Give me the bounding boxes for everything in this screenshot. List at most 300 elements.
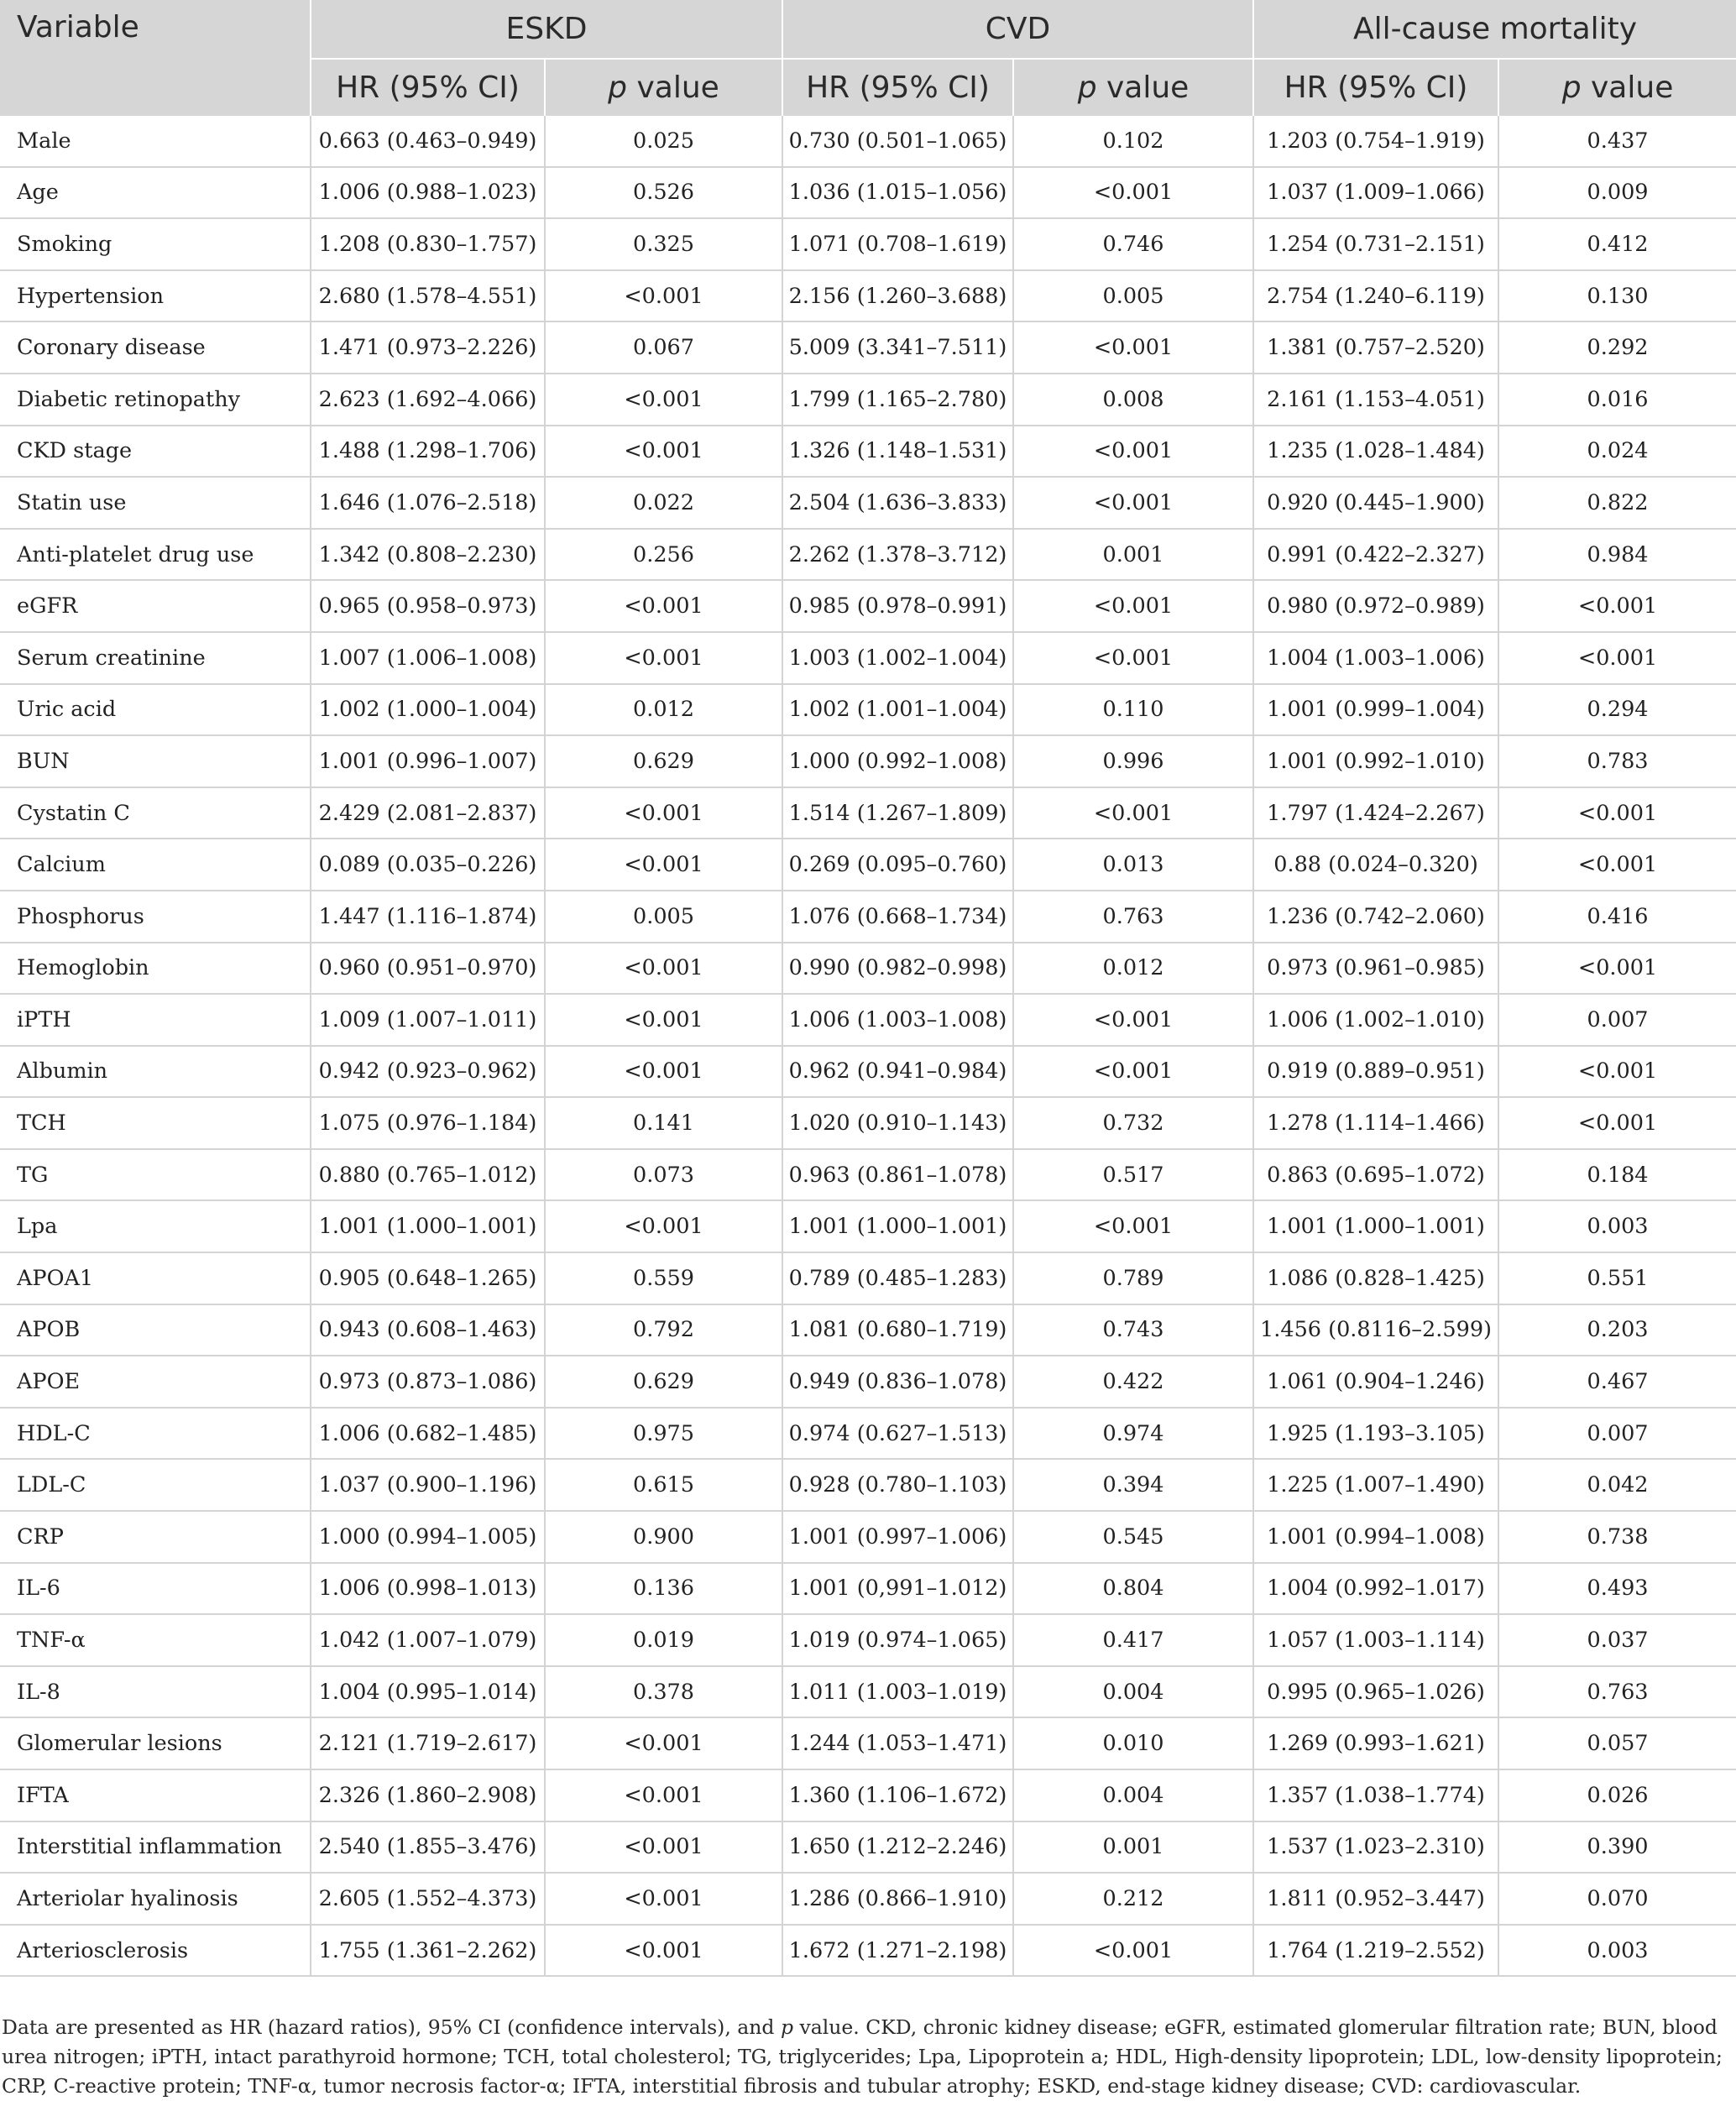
eskd-p-cell: <0.001 (545, 1925, 782, 1977)
variable-cell: Smoking (0, 218, 311, 270)
cvd-p-cell: <0.001 (1013, 994, 1253, 1046)
mortality-p-cell: 0.007 (1498, 994, 1736, 1046)
mortality-p-cell: <0.001 (1498, 1046, 1736, 1098)
header-p-value: p value (1498, 59, 1736, 116)
mortality-p-cell: 0.003 (1498, 1925, 1736, 1977)
eskd-p-cell: <0.001 (545, 580, 782, 632)
variable-cell: IFTA (0, 1769, 311, 1821)
cvd-hr-cell: 1.019 (0.974–1.065) (782, 1614, 1013, 1666)
mortality-p-cell: 0.467 (1498, 1356, 1736, 1408)
cvd-hr-cell: 0.949 (0.836–1.078) (782, 1356, 1013, 1408)
eskd-hr-cell: 2.540 (1.855–3.476) (311, 1821, 545, 1874)
variable-cell: TNF-α (0, 1614, 311, 1666)
variable-cell: Diabetic retinopathy (0, 374, 311, 426)
eskd-p-cell: <0.001 (545, 1821, 782, 1874)
mortality-p-cell: 0.024 (1498, 426, 1736, 478)
table-header (0, 0, 1736, 116)
variable-cell: IL-8 (0, 1666, 311, 1718)
eskd-hr-cell: 1.488 (1.298–1.706) (311, 426, 545, 478)
eskd-hr-cell: 1.001 (1.000–1.001) (311, 1200, 545, 1252)
table-row (0, 218, 1736, 270)
table-row (0, 1563, 1736, 1615)
variable-cell: TCH (0, 1097, 311, 1149)
mortality-hr-cell: 0.920 (0.445–1.900) (1253, 477, 1498, 529)
eskd-hr-cell: 0.960 (0.951–0.970) (311, 943, 545, 995)
table-row (0, 943, 1736, 995)
mortality-hr-cell: 1.004 (0.992–1.017) (1253, 1563, 1498, 1615)
mortality-p-cell: 0.026 (1498, 1769, 1736, 1821)
mortality-hr-cell: 0.991 (0.422–2.327) (1253, 529, 1498, 581)
table-row (0, 580, 1736, 632)
variable-cell: Phosphorus (0, 891, 311, 943)
mortality-p-cell: 0.037 (1498, 1614, 1736, 1666)
eskd-p-cell: <0.001 (545, 1046, 782, 1098)
mortality-p-cell: 0.738 (1498, 1511, 1736, 1563)
mortality-hr-cell: 1.254 (0.731–2.151) (1253, 218, 1498, 270)
variable-cell: Serum creatinine (0, 632, 311, 684)
header-group-mortality: All-cause mortality (1253, 0, 1736, 59)
table-row (0, 1304, 1736, 1356)
mortality-hr-cell: 1.235 (1.028–1.484) (1253, 426, 1498, 478)
eskd-hr-cell: 1.447 (1.116–1.874) (311, 891, 545, 943)
cvd-p-cell: 0.804 (1013, 1563, 1253, 1615)
mortality-hr-cell: 1.057 (1.003–1.114) (1253, 1614, 1498, 1666)
cvd-p-cell: <0.001 (1013, 321, 1253, 374)
eskd-hr-cell: 0.965 (0.958–0.973) (311, 580, 545, 632)
cvd-p-cell: 0.996 (1013, 735, 1253, 787)
cvd-p-cell: 0.789 (1013, 1252, 1253, 1304)
mortality-hr-cell: 1.006 (1.002–1.010) (1253, 994, 1498, 1046)
variable-cell: Age (0, 167, 311, 219)
header-hr: HR (95% CI) (1253, 59, 1498, 116)
cvd-p-cell: 0.001 (1013, 1821, 1253, 1874)
mortality-p-cell: 0.203 (1498, 1304, 1736, 1356)
table-row (0, 1614, 1736, 1666)
mortality-p-cell: 0.493 (1498, 1563, 1736, 1615)
eskd-p-cell: 0.900 (545, 1511, 782, 1563)
cvd-hr-cell: 5.009 (3.341–7.511) (782, 321, 1013, 374)
eskd-hr-cell: 0.973 (0.873–1.086) (311, 1356, 545, 1408)
eskd-hr-cell: 1.075 (0.976–1.184) (311, 1097, 545, 1149)
eskd-hr-cell: 1.037 (0.900–1.196) (311, 1459, 545, 1511)
eskd-p-cell: 0.629 (545, 735, 782, 787)
eskd-p-cell: <0.001 (545, 632, 782, 684)
table-row (0, 1925, 1736, 1977)
cvd-hr-cell: 2.262 (1.378–3.712) (782, 529, 1013, 581)
table-row (0, 787, 1736, 839)
cvd-hr-cell: 0.985 (0.978–0.991) (782, 580, 1013, 632)
mortality-p-cell: 0.007 (1498, 1408, 1736, 1460)
eskd-p-cell: 0.975 (545, 1408, 782, 1460)
cvd-hr-cell: 1.672 (1.271–2.198) (782, 1925, 1013, 1977)
cvd-hr-cell: 1.002 (1.001–1.004) (782, 684, 1013, 736)
eskd-p-cell: 0.136 (545, 1563, 782, 1615)
table-row (0, 632, 1736, 684)
mortality-p-cell: 0.412 (1498, 218, 1736, 270)
variable-cell: APOA1 (0, 1252, 311, 1304)
table-row (0, 477, 1736, 529)
cvd-p-cell: <0.001 (1013, 426, 1253, 478)
eskd-hr-cell: 0.663 (0.463–0.949) (311, 116, 545, 167)
eskd-p-cell: 0.012 (545, 684, 782, 736)
eskd-hr-cell: 2.605 (1.552–4.373) (311, 1873, 545, 1925)
table-row (0, 167, 1736, 219)
eskd-hr-cell: 1.004 (0.995–1.014) (311, 1666, 545, 1718)
table-row (0, 1666, 1736, 1718)
cvd-hr-cell: 2.504 (1.636–3.833) (782, 477, 1013, 529)
eskd-p-cell: <0.001 (545, 1769, 782, 1821)
mortality-hr-cell: 1.278 (1.114–1.466) (1253, 1097, 1498, 1149)
cvd-p-cell: <0.001 (1013, 787, 1253, 839)
mortality-hr-cell: 0.863 (0.695–1.072) (1253, 1149, 1498, 1201)
cvd-hr-cell: 1.001 (0.997–1.006) (782, 1511, 1013, 1563)
cvd-p-cell: <0.001 (1013, 1925, 1253, 1977)
mortality-hr-cell: 1.203 (0.754–1.919) (1253, 116, 1498, 167)
table-row (0, 735, 1736, 787)
cvd-p-cell: 0.743 (1013, 1304, 1253, 1356)
mortality-p-cell: 0.551 (1498, 1252, 1736, 1304)
eskd-p-cell: 0.005 (545, 891, 782, 943)
cvd-p-cell: 0.417 (1013, 1614, 1253, 1666)
mortality-hr-cell: 2.161 (1.153–4.051) (1253, 374, 1498, 426)
cvd-hr-cell: 1.006 (1.003–1.008) (782, 994, 1013, 1046)
variable-cell: Uric acid (0, 684, 311, 736)
eskd-p-cell: <0.001 (545, 839, 782, 891)
cvd-hr-cell: 0.962 (0.941–0.984) (782, 1046, 1013, 1098)
cvd-p-cell: 0.212 (1013, 1873, 1253, 1925)
mortality-p-cell: 0.130 (1498, 270, 1736, 322)
variable-cell: TG (0, 1149, 311, 1201)
cvd-p-cell: <0.001 (1013, 580, 1253, 632)
cvd-p-cell: 0.012 (1013, 943, 1253, 995)
variable-cell: Cystatin C (0, 787, 311, 839)
mortality-hr-cell: 1.797 (1.424–2.267) (1253, 787, 1498, 839)
table-row (0, 1252, 1736, 1304)
eskd-hr-cell: 2.623 (1.692–4.066) (311, 374, 545, 426)
eskd-p-cell: 0.792 (545, 1304, 782, 1356)
cvd-hr-cell: 0.963 (0.861–1.078) (782, 1149, 1013, 1201)
eskd-hr-cell: 1.001 (0.996–1.007) (311, 735, 545, 787)
variable-cell: LDL-C (0, 1459, 311, 1511)
eskd-hr-cell: 2.326 (1.860–2.908) (311, 1769, 545, 1821)
table-row (0, 684, 1736, 736)
eskd-hr-cell: 1.042 (1.007–1.079) (311, 1614, 545, 1666)
eskd-hr-cell: 1.006 (0.988–1.023) (311, 167, 545, 219)
variable-cell: Albumin (0, 1046, 311, 1098)
mortality-p-cell: 0.783 (1498, 735, 1736, 787)
mortality-p-cell: 0.416 (1498, 891, 1736, 943)
header-variable: Variable (0, 0, 311, 116)
cvd-p-cell: 0.763 (1013, 891, 1253, 943)
eskd-p-cell: 0.019 (545, 1614, 782, 1666)
variable-cell: BUN (0, 735, 311, 787)
mortality-p-cell: <0.001 (1498, 580, 1736, 632)
variable-cell: Coronary disease (0, 321, 311, 374)
variable-cell: Interstitial inflammation (0, 1821, 311, 1874)
mortality-hr-cell: 2.754 (1.240–6.119) (1253, 270, 1498, 322)
table-row (0, 116, 1736, 167)
mortality-hr-cell: 1.001 (1.000–1.001) (1253, 1200, 1498, 1252)
mortality-p-cell: 0.070 (1498, 1873, 1736, 1925)
mortality-p-cell: <0.001 (1498, 943, 1736, 995)
cvd-p-cell: <0.001 (1013, 632, 1253, 684)
header-group-cvd: CVD (782, 0, 1253, 59)
cvd-p-cell: 0.394 (1013, 1459, 1253, 1511)
eskd-hr-cell: 1.007 (1.006–1.008) (311, 632, 545, 684)
mortality-p-cell: 0.822 (1498, 477, 1736, 529)
eskd-p-cell: 0.378 (545, 1666, 782, 1718)
table-row (0, 374, 1736, 426)
header-p-value: p value (1013, 59, 1253, 116)
cvd-hr-cell: 1.071 (0.708–1.619) (782, 218, 1013, 270)
header-p-value: p value (545, 59, 782, 116)
cvd-hr-cell: 1.036 (1.015–1.056) (782, 167, 1013, 219)
header-hr: HR (95% CI) (311, 59, 545, 116)
table-row (0, 270, 1736, 322)
mortality-hr-cell: 1.001 (0.992–1.010) (1253, 735, 1498, 787)
cvd-hr-cell: 1.514 (1.267–1.809) (782, 787, 1013, 839)
table-row (0, 1459, 1736, 1511)
mortality-hr-cell: 1.061 (0.904–1.246) (1253, 1356, 1498, 1408)
mortality-hr-cell: 1.269 (0.993–1.621) (1253, 1717, 1498, 1769)
table-row (0, 839, 1736, 891)
header-group-eskd: ESKD (311, 0, 782, 59)
mortality-hr-cell: 1.456 (0.8116–2.599) (1253, 1304, 1498, 1356)
cvd-p-cell: <0.001 (1013, 477, 1253, 529)
table-row (0, 529, 1736, 581)
variable-cell: Arteriosclerosis (0, 1925, 311, 1977)
header-hr: HR (95% CI) (782, 59, 1013, 116)
mortality-hr-cell: 0.88 (0.024–0.320) (1253, 839, 1498, 891)
cvd-hr-cell: 1.286 (0.866–1.910) (782, 1873, 1013, 1925)
eskd-p-cell: 0.325 (545, 218, 782, 270)
table-row (0, 1873, 1736, 1925)
table-row (0, 1511, 1736, 1563)
mortality-p-cell: <0.001 (1498, 787, 1736, 839)
variable-cell: CRP (0, 1511, 311, 1563)
mortality-p-cell: 0.763 (1498, 1666, 1736, 1718)
eskd-p-cell: 0.256 (545, 529, 782, 581)
mortality-hr-cell: 0.980 (0.972–0.989) (1253, 580, 1498, 632)
eskd-p-cell: 0.615 (545, 1459, 782, 1511)
cvd-hr-cell: 1.001 (1.000–1.001) (782, 1200, 1013, 1252)
mortality-hr-cell: 0.995 (0.965–1.026) (1253, 1666, 1498, 1718)
mortality-p-cell: 0.003 (1498, 1200, 1736, 1252)
eskd-p-cell: 0.073 (545, 1149, 782, 1201)
cvd-hr-cell: 1.799 (1.165–2.780) (782, 374, 1013, 426)
eskd-hr-cell: 1.755 (1.361–2.262) (311, 1925, 545, 1977)
mortality-hr-cell: 1.811 (0.952–3.447) (1253, 1873, 1498, 1925)
variable-cell: Anti-platelet drug use (0, 529, 311, 581)
eskd-p-cell: 0.141 (545, 1097, 782, 1149)
variable-cell: IL-6 (0, 1563, 311, 1615)
eskd-p-cell: 0.526 (545, 167, 782, 219)
eskd-hr-cell: 1.009 (1.007–1.011) (311, 994, 545, 1046)
variable-cell: Arteriolar hyalinosis (0, 1873, 311, 1925)
eskd-hr-cell: 1.006 (0.682–1.485) (311, 1408, 545, 1460)
cvd-hr-cell: 1.081 (0.680–1.719) (782, 1304, 1013, 1356)
cvd-hr-cell: 1.003 (1.002–1.004) (782, 632, 1013, 684)
variable-cell: Glomerular lesions (0, 1717, 311, 1769)
mortality-hr-cell: 1.037 (1.009–1.066) (1253, 167, 1498, 219)
mortality-p-cell: 0.390 (1498, 1821, 1736, 1874)
eskd-p-cell: <0.001 (545, 1873, 782, 1925)
cvd-hr-cell: 1.244 (1.053–1.471) (782, 1717, 1013, 1769)
table-row (0, 426, 1736, 478)
table-row (0, 1717, 1736, 1769)
mortality-p-cell: 0.294 (1498, 684, 1736, 736)
cvd-p-cell: 0.110 (1013, 684, 1253, 736)
variable-cell: Male (0, 116, 311, 167)
cvd-p-cell: 0.102 (1013, 116, 1253, 167)
mortality-hr-cell: 1.925 (1.193–3.105) (1253, 1408, 1498, 1460)
cvd-p-cell: 0.732 (1013, 1097, 1253, 1149)
cvd-hr-cell: 1.076 (0.668–1.734) (782, 891, 1013, 943)
variable-cell: Lpa (0, 1200, 311, 1252)
cvd-hr-cell: 0.789 (0.485–1.283) (782, 1252, 1013, 1304)
cvd-p-cell: 0.746 (1013, 218, 1253, 270)
cvd-hr-cell: 1.000 (0.992–1.008) (782, 735, 1013, 787)
mortality-p-cell: 0.057 (1498, 1717, 1736, 1769)
cvd-p-cell: <0.001 (1013, 167, 1253, 219)
mortality-hr-cell: 1.004 (1.003–1.006) (1253, 632, 1498, 684)
cvd-hr-cell: 0.990 (0.982–0.998) (782, 943, 1013, 995)
mortality-hr-cell: 1.764 (1.219–2.552) (1253, 1925, 1498, 1977)
table-row (0, 1149, 1736, 1201)
eskd-p-cell: 0.559 (545, 1252, 782, 1304)
eskd-hr-cell: 0.943 (0.608–1.463) (311, 1304, 545, 1356)
mortality-hr-cell: 1.001 (0.994–1.008) (1253, 1511, 1498, 1563)
eskd-p-cell: <0.001 (545, 374, 782, 426)
table-row (0, 321, 1736, 374)
cvd-hr-cell: 1.326 (1.148–1.531) (782, 426, 1013, 478)
variable-cell: iPTH (0, 994, 311, 1046)
cvd-hr-cell: 1.011 (1.003–1.019) (782, 1666, 1013, 1718)
cvd-p-cell: 0.004 (1013, 1769, 1253, 1821)
mortality-hr-cell: 1.381 (0.757–2.520) (1253, 321, 1498, 374)
eskd-p-cell: <0.001 (545, 270, 782, 322)
cvd-p-cell: 0.545 (1013, 1511, 1253, 1563)
eskd-hr-cell: 2.121 (1.719–2.617) (311, 1717, 545, 1769)
table-body (0, 116, 1736, 1976)
cvd-p-cell: 0.422 (1013, 1356, 1253, 1408)
eskd-p-cell: <0.001 (545, 994, 782, 1046)
table-footnote: Data are presented as HR (hazard ratios), 95% CI (confidence intervals), and p value. CKD, chronic kidney disease; eGFR, estimated glomerular filtration rate; BUN, blood urea nitrogen; iPTH, intact parathyroid hormone; TCH, total cholesterol; TG, triglycerides; Lpa, Lipoprotein a; HDL, High-density lipoprotein; LDL, low-density lipoprotein; CRP, C-reactive protein; TNF-α, tumor necrosis factor-α; IFTA, interstitial fibrosis and tubular atrophy; ESKD, end-stage kidney disease; CVD: cardiovascular. (2, 2015, 1723, 2098)
mortality-hr-cell: 1.001 (0.999–1.004) (1253, 684, 1498, 736)
mortality-p-cell: 0.016 (1498, 374, 1736, 426)
eskd-p-cell: <0.001 (545, 1717, 782, 1769)
mortality-p-cell: 0.292 (1498, 321, 1736, 374)
eskd-hr-cell: 1.471 (0.973–2.226) (311, 321, 545, 374)
mortality-p-cell: <0.001 (1498, 1097, 1736, 1149)
table-row (0, 1097, 1736, 1149)
mortality-hr-cell: 1.236 (0.742–2.060) (1253, 891, 1498, 943)
eskd-hr-cell: 2.429 (2.081–2.837) (311, 787, 545, 839)
variable-cell: APOB (0, 1304, 311, 1356)
eskd-p-cell: 0.629 (545, 1356, 782, 1408)
table-row (0, 1821, 1736, 1874)
eskd-p-cell: <0.001 (545, 1200, 782, 1252)
mortality-hr-cell: 0.973 (0.961–0.985) (1253, 943, 1498, 995)
eskd-hr-cell: 1.208 (0.830–1.757) (311, 218, 545, 270)
eskd-hr-cell: 1.646 (1.076–2.518) (311, 477, 545, 529)
eskd-p-cell: 0.067 (545, 321, 782, 374)
variable-cell: Calcium (0, 839, 311, 891)
variable-cell: CKD stage (0, 426, 311, 478)
variable-cell: APOE (0, 1356, 311, 1408)
mortality-p-cell: 0.437 (1498, 116, 1736, 167)
table-row (0, 1408, 1736, 1460)
eskd-p-cell: 0.025 (545, 116, 782, 167)
mortality-hr-cell: 1.086 (0.828–1.425) (1253, 1252, 1498, 1304)
eskd-p-cell: <0.001 (545, 426, 782, 478)
cvd-hr-cell: 0.730 (0.501–1.065) (782, 116, 1013, 167)
eskd-hr-cell: 1.002 (1.000–1.004) (311, 684, 545, 736)
table-row (0, 1356, 1736, 1408)
cvd-p-cell: 0.001 (1013, 529, 1253, 581)
eskd-p-cell: <0.001 (545, 943, 782, 995)
mortality-p-cell: 0.184 (1498, 1149, 1736, 1201)
cvd-hr-cell: 1.001 (0,991–1.012) (782, 1563, 1013, 1615)
mortality-p-cell: 0.009 (1498, 167, 1736, 219)
variable-cell: eGFR (0, 580, 311, 632)
mortality-p-cell: <0.001 (1498, 839, 1736, 891)
mortality-hr-cell: 0.919 (0.889–0.951) (1253, 1046, 1498, 1098)
variable-cell: Hypertension (0, 270, 311, 322)
eskd-p-cell: <0.001 (545, 787, 782, 839)
cvd-p-cell: 0.010 (1013, 1717, 1253, 1769)
cvd-p-cell: 0.005 (1013, 270, 1253, 322)
table-row (0, 891, 1736, 943)
eskd-hr-cell: 1.000 (0.994–1.005) (311, 1511, 545, 1563)
mortality-p-cell: 0.984 (1498, 529, 1736, 581)
eskd-hr-cell: 2.680 (1.578–4.551) (311, 270, 545, 322)
cvd-p-cell: <0.001 (1013, 1200, 1253, 1252)
eskd-hr-cell: 0.880 (0.765–1.012) (311, 1149, 545, 1201)
cvd-hr-cell: 2.156 (1.260–3.688) (782, 270, 1013, 322)
cvd-hr-cell: 1.020 (0.910–1.143) (782, 1097, 1013, 1149)
mortality-hr-cell: 1.357 (1.038–1.774) (1253, 1769, 1498, 1821)
cvd-hr-cell: 0.269 (0.095–0.760) (782, 839, 1013, 891)
mortality-p-cell: 0.042 (1498, 1459, 1736, 1511)
eskd-p-cell: 0.022 (545, 477, 782, 529)
cvd-hr-cell: 1.360 (1.106–1.672) (782, 1769, 1013, 1821)
cvd-p-cell: 0.974 (1013, 1408, 1253, 1460)
table-row (0, 1200, 1736, 1252)
eskd-hr-cell: 0.089 (0.035–0.226) (311, 839, 545, 891)
table-row (0, 994, 1736, 1046)
mortality-p-cell: <0.001 (1498, 632, 1736, 684)
cvd-p-cell: 0.008 (1013, 374, 1253, 426)
mortality-hr-cell: 1.537 (1.023–2.310) (1253, 1821, 1498, 1874)
eskd-hr-cell: 1.006 (0.998–1.013) (311, 1563, 545, 1615)
eskd-hr-cell: 1.342 (0.808–2.230) (311, 529, 545, 581)
eskd-hr-cell: 0.905 (0.648–1.265) (311, 1252, 545, 1304)
cvd-p-cell: 0.517 (1013, 1149, 1253, 1201)
cvd-p-cell: <0.001 (1013, 1046, 1253, 1098)
variable-cell: HDL-C (0, 1408, 311, 1460)
cvd-hr-cell: 0.928 (0.780–1.103) (782, 1459, 1013, 1511)
cvd-p-cell: 0.004 (1013, 1666, 1253, 1718)
variable-cell: Hemoglobin (0, 943, 311, 995)
mortality-hr-cell: 1.225 (1.007–1.490) (1253, 1459, 1498, 1511)
table-row (0, 1046, 1736, 1098)
variable-cell: Statin use (0, 477, 311, 529)
cvd-hr-cell: 0.974 (0.627–1.513) (782, 1408, 1013, 1460)
table-row (0, 1769, 1736, 1821)
eskd-hr-cell: 0.942 (0.923–0.962) (311, 1046, 545, 1098)
cvd-p-cell: 0.013 (1013, 839, 1253, 891)
